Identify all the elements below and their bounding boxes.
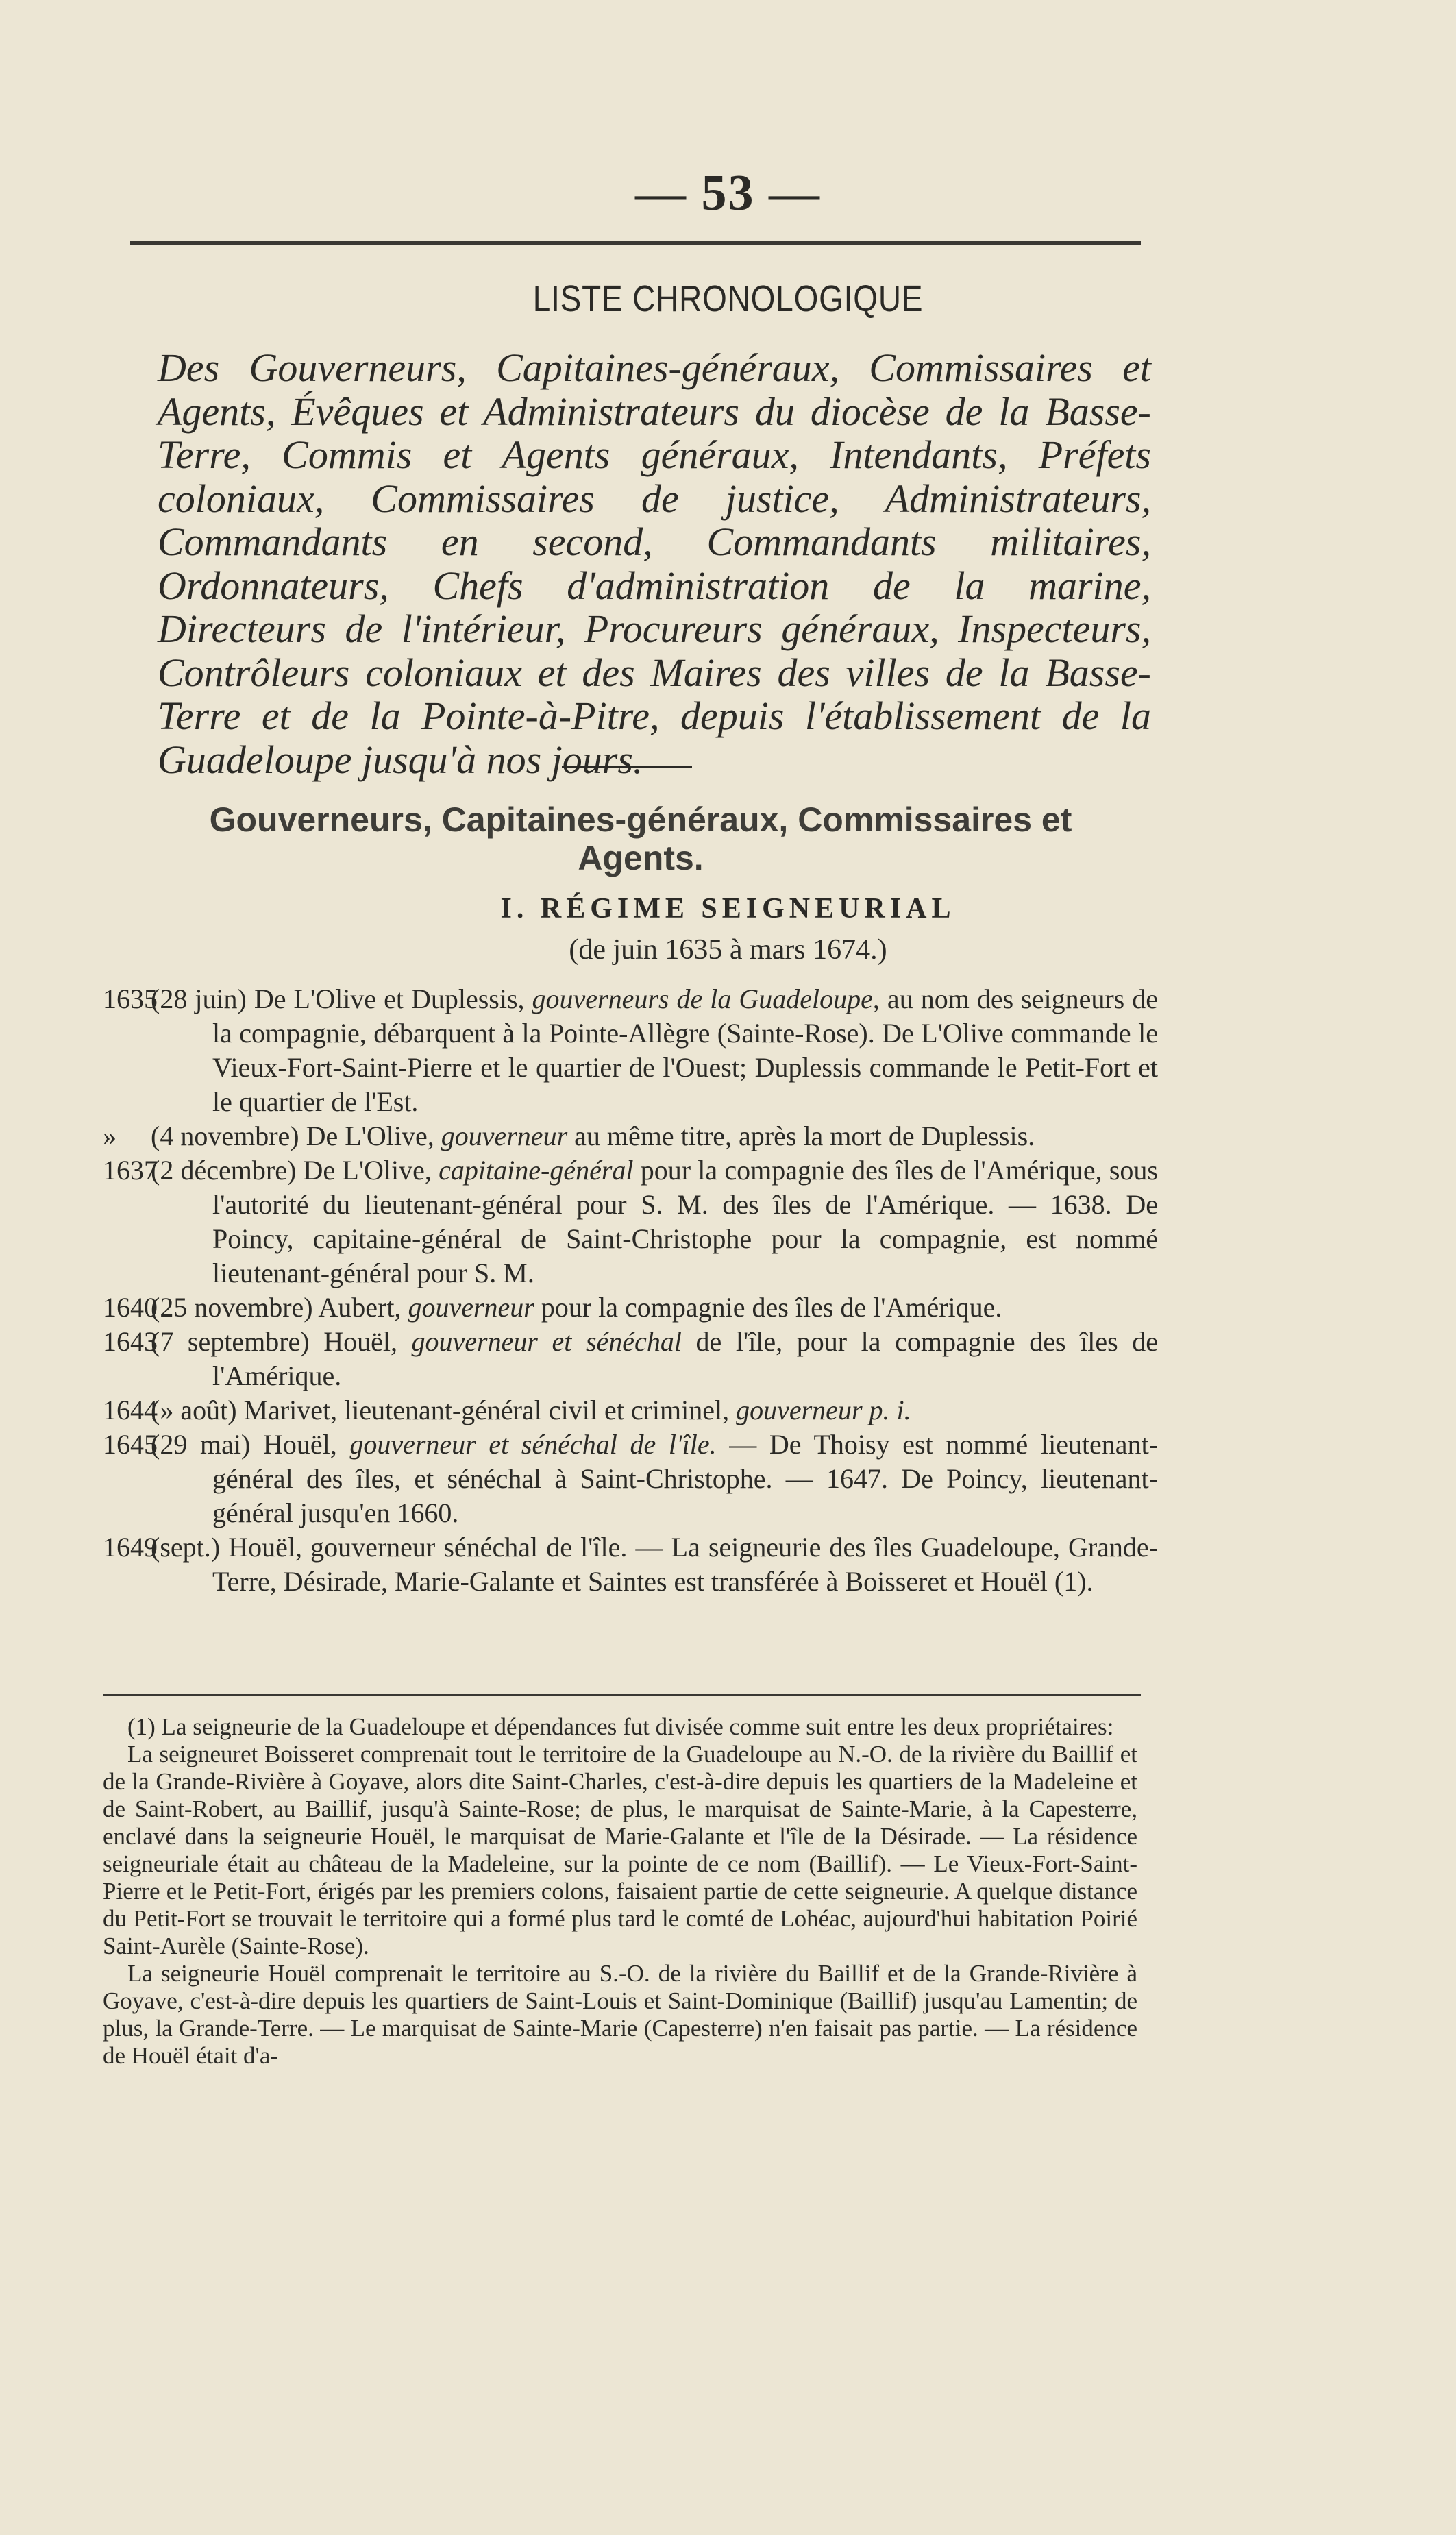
chronology-entry [103,1153,1158,1290]
chronology-entry [103,982,1158,1119]
entry-role: gouverneur [441,1120,568,1151]
chronology-list [103,982,1158,1599]
section-divider [562,766,692,768]
chronology-entry [103,1530,1158,1599]
entry-text: (2 décembre) De L'Olive, [151,1155,439,1186]
entry-year: 1640 [103,1292,158,1323]
entry-year: 1635 [103,983,158,1014]
entry-role: gouverneur p. i. [736,1395,911,1425]
entry-text: (25 novembre) Aubert, [151,1292,408,1323]
footnote-rule [103,1694,1141,1696]
footnote-paragraph: La seigneurie Houël comprenait le territoire au S.-O. de la rivière du Baillif et de la Grande-Rivière à Goyave, c'est-à-dire depuis les quartiers de Saint-Louis et Saint-Dominique (Baillif) jusqu'au Lamentin; de plus, la Grande-Terre. — Le marquisat de Sainte-Marie (Capesterre) n'en faisait pas partie. — La résidence de Houël était d'a- [103,1960,1137,2069]
entry-text: (» août) Marivet, lieutenant-général civil et criminel, [151,1395,737,1425]
footnote-paragraph: La seigneuret Boisseret comprenait tout le territoire de la Guadeloupe au N.-O. de la rivière du Baillif et de la Grande-Rivière à Goyave, alors dite Saint-Charles, c'est-à-dire depuis les quartiers de la Madeleine et de Saint-Robert, au Baillif, jusqu'à Sainte-Rose; de plus, le marquisat de Sainte-Marie, à la Capesterre, enclavé dans la seigneurie Houël, le marquisat de Marie-Galante et l'île de la Désirade. — La résidence seigneuriale était au château de la Madeleine, sur la pointe de ce nom (Baillif). — Le Vieux-Fort-Saint-Pierre et le Petit-Fort, érigés par les premiers colons, faisaient partie de cette seigneurie. A quelque distance du Petit-Fort se trouvait le territoire qui a formé plus tard le comté de Lohéac, aujourd'hui habitation Poirié Saint-Aurèle (Sainte-Rose). [103,1741,1137,1959]
entry-text: (29 mai) Houël, [151,1429,350,1460]
entry-text: pour la compagnie des îles de l'Amérique. [534,1292,1002,1323]
page-number: — 53 — [635,165,821,221]
entry-text: (sept.) Houël, gouverneur sénéchal de l'île. — La seigneurie des îles Guadeloupe, Grande-Terre, Désirade, Marie-Galante et Saintes est transférée à Boisseret et Houël (1). [151,1532,1158,1597]
entry-text: au même titre, après la mort de Duplessis. [567,1120,1035,1151]
header-rule [130,241,1141,245]
section-heading: Gouverneurs, Capitaines-généraux, Commissaires et Agents. [209,800,1072,877]
footnote-paragraph: (1) La seigneurie de la Guadeloupe et dépendances fut divisée comme suit entre les deux propriétaires: [127,1713,1114,1740]
regime-dates: (de juin 1635 à mars 1674.) [569,934,887,966]
entry-text: (7 septembre) Houël, [151,1326,412,1357]
entry-role: gouverneurs de la Guadeloupe [532,983,873,1014]
regime-title: I. RÉGIME SEIGNEURIAL [500,893,956,924]
entry-text: de l'île, pour la compagnie des îles de l'Amérique. [212,1326,1159,1391]
entry-text: — De Thoisy est nommé lieutenant-général des îles, et sénéchal à Saint-Christophe. — 1647. De Poincy, lieutenant-général jusqu'en 1660. [212,1429,1158,1528]
entry-role: capitaine-général [439,1155,634,1186]
entry-year: 1643 [103,1326,158,1357]
entry-role: gouverneur et sénéchal de l'île. [349,1429,717,1460]
entry-year: 1645 [103,1429,158,1460]
chronology-entry [103,1290,1158,1325]
entry-role: gouverneur [408,1292,534,1323]
footnotes [103,1713,1137,2070]
entry-role: gouverneur et sénéchal [411,1326,682,1357]
page-title: LISTE CHRONOLOGIQUE [532,278,924,319]
entry-text: , au nom des seigneurs de la compagnie, débarquent à la Pointe-Allègre (Sainte-Rose). De L'Olive commande le Vieux-Fort-Saint-Pierre et le quartier de l'Ouest; Duplessis commande le Petit-Fort et le quartier de l'Est. [212,983,1159,1117]
entry-text: pour la compagnie des îles de l'Amérique, sous l'autorité du lieutenant-général pour S. M. des îles de l'Amérique. — 1638. De Poincy, capitaine-général de Saint-Christophe pour la compagnie, est nommé lieutenant-général pour S. M. [212,1155,1158,1288]
intro-paragraph: Des Gouverneurs, Capitaines-généraux, Commissaires et Agents, Évêques et Administrateurs du diocèse de la Basse-Terre, Commis et Agents généraux, Intendants, Préfets coloniaux, Commissaires de justice, Administrateurs, Commandants en second, Commandants militaires, Ordonnateurs, Chefs d'administration de la marine, Directeurs de l'intérieur, Procureurs généraux, Inspecteurs, Contrôleurs coloniaux et des Maires des villes de la Basse-Terre et de la Pointe-à-Pitre, depuis l'établissement de la Guadeloupe jusqu'à nos jours. [158,345,1151,782]
chronology-entry [103,1325,1158,1393]
entry-year: 1644 [103,1395,158,1425]
entry-text: (4 novembre) De L'Olive, [151,1120,441,1151]
entry-year: 1649 [103,1532,158,1563]
entry-year: 1637 [103,1155,158,1186]
entry-year: » [103,1120,116,1151]
chronology-entry [103,1428,1158,1530]
chronology-entry [103,1119,1158,1153]
chronology-entry [103,1393,1158,1428]
entry-text: (28 juin) De L'Olive et Duplessis, [151,983,532,1014]
